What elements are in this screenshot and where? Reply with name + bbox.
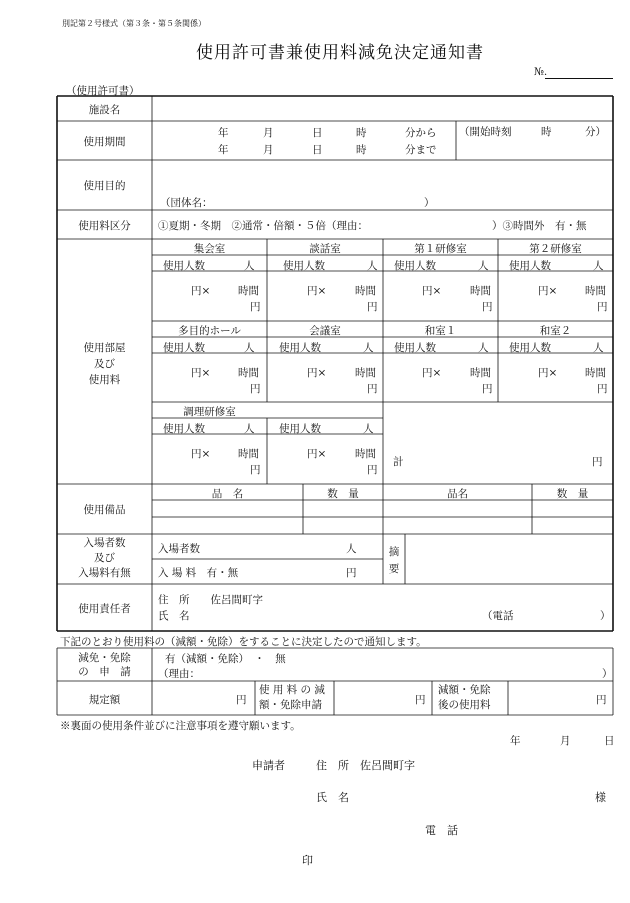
applied-reduction-label: 使 用 料 の 減 額・免除申請: [259, 684, 325, 711]
period-year-1: 年: [218, 127, 229, 139]
room-users-label: 使用人数: [279, 342, 321, 354]
room-users-label: 使用人数: [509, 342, 551, 354]
room-users-unit: 人: [363, 423, 374, 435]
room-users-unit: 人: [244, 342, 255, 354]
period-month-1: 月: [263, 127, 274, 139]
responsible-label: 使用責任者: [78, 603, 131, 615]
room-users-label: 使用人数: [283, 260, 325, 272]
period-year-2: 年: [218, 144, 229, 156]
room-fee-unit: 円: [250, 301, 261, 313]
room-fee-unit: 円: [250, 464, 261, 476]
room-hours-label: 時間: [238, 367, 259, 379]
room-fee-unit: 円: [367, 464, 378, 476]
purpose-label: 使用目的: [83, 180, 126, 192]
terms-note: ※裏面の使用条件並びに注意事項を遵守願います。: [60, 720, 301, 732]
room-training-2: 第２研修室: [529, 243, 582, 255]
responsible-phone-close: ）: [600, 610, 611, 622]
room-users-label: 使用人数: [279, 423, 321, 435]
room-japanese-2: 和室２: [539, 325, 572, 337]
visitors-label: 入場者数 及び 入場料有無: [78, 537, 131, 579]
period-label: 使用期間: [83, 136, 126, 148]
applicant-name: 氏 名: [316, 791, 349, 804]
group-name-close: ）: [424, 197, 435, 209]
room-rate-label: 円×: [191, 448, 211, 460]
room-users-unit: 人: [244, 260, 255, 272]
facility-label: 施設名: [88, 104, 121, 116]
equipment-item-header: 品 名: [211, 488, 244, 500]
document-title: 使用許可書兼使用料減免決定通知書: [196, 43, 484, 63]
room-users-unit: 人: [478, 342, 489, 354]
applicant-honorific: 様: [595, 791, 606, 804]
applicant-label: 申請者: [252, 759, 285, 772]
room-meeting: 会議室: [309, 325, 341, 337]
responsible-phone: （電話: [482, 610, 514, 622]
room-fee-unit: 円: [367, 301, 378, 313]
room-rate-label: 円×: [307, 367, 327, 379]
visitor-count-unit: 人: [346, 543, 357, 555]
period-month-2: 月: [263, 144, 274, 156]
admission-fee-unit: 円: [346, 567, 357, 579]
room-rate-label: 円×: [191, 367, 211, 379]
room-hours-label: 時間: [355, 285, 376, 297]
applicant-address: 住 所 佐呂間町字: [316, 759, 415, 772]
room-rate-label: 円×: [307, 285, 327, 297]
visitor-count-label: 入場者数: [158, 543, 200, 555]
room-fee-unit: 円: [597, 301, 608, 313]
start-time-hour: 時: [541, 126, 552, 138]
reduction-reason: （理由：: [158, 668, 200, 680]
room-hours-label: 時間: [238, 448, 259, 460]
room-fee-unit: 円: [250, 383, 261, 395]
equipment-item-header-2: 品名: [447, 488, 468, 500]
room-users-label: 使用人数: [163, 423, 205, 435]
standard-fee-unit: 円: [236, 694, 247, 706]
period-until: 分まで: [405, 144, 437, 156]
total-label: 計: [393, 456, 404, 468]
room-users-unit: 人: [593, 260, 604, 272]
room-fee-unit: 円: [482, 383, 493, 395]
facility-field[interactable]: [153, 97, 612, 120]
form-reference: 別記第２号様式（第３条・第５条関係）: [62, 19, 206, 28]
room-users-unit: 人: [244, 423, 255, 435]
room-rate-label: 円×: [422, 285, 442, 297]
equipment-qty-header: 数 量: [327, 488, 359, 500]
room-fee-unit: 円: [367, 383, 378, 395]
equipment-qty-header-2: 数 量: [556, 488, 589, 500]
room-hours-label: 時間: [238, 285, 259, 297]
room-training-1: 第１研修室: [414, 243, 467, 255]
admission-fee-label: 入 場 料 有・無: [158, 567, 239, 579]
permit-subtitle: （使用許可書）: [66, 85, 140, 97]
room-hours-label: 時間: [585, 367, 606, 379]
group-name-label: （団体名：: [160, 197, 213, 209]
room-users-label: 使用人数: [163, 260, 205, 272]
room-hours-label: 時間: [470, 285, 491, 297]
responsible-address: 住 所 佐呂間町字: [158, 594, 263, 606]
decision-notice: 下記のとおり使用料の（減額・免除）をすることに決定したので通知します。: [60, 636, 427, 648]
standard-fee-label: 規定額: [88, 694, 121, 706]
seal-label: 印: [302, 854, 313, 867]
total-unit: 円: [592, 456, 603, 468]
room-users-unit: 人: [367, 260, 378, 272]
reduction-request-label: 減免・免除 の 申 請: [78, 652, 131, 678]
room-users-label: 使用人数: [163, 342, 205, 354]
room-japanese-1: 和室１: [424, 325, 457, 337]
rooms-label: 使用部屋 及び 使用料: [83, 342, 126, 386]
fee-class-label: 使用料区分: [78, 220, 131, 232]
date-month: 月: [560, 735, 571, 747]
room-hours-label: 時間: [355, 448, 376, 460]
room-rate-label: 円×: [191, 285, 211, 297]
room-lounge: 談話室: [309, 243, 341, 255]
period-day-2: 日: [312, 144, 323, 156]
start-time-label: （開始時刻: [459, 126, 512, 138]
start-time-minute: 分）: [585, 126, 606, 138]
room-rate-label: 円×: [538, 285, 558, 297]
room-users-unit: 人: [478, 260, 489, 272]
applied-reduction-unit: 円: [415, 694, 426, 706]
responsible-name: 氏 名: [158, 610, 190, 622]
reduction-reason-close: ）: [602, 668, 613, 680]
remarks-label: 摘 要: [388, 546, 400, 575]
equipment-label: 使用備品: [83, 504, 126, 516]
date-year: 年: [510, 735, 521, 747]
room-users-label: 使用人数: [394, 342, 436, 354]
room-rate-label: 円×: [422, 367, 442, 379]
room-hours-label: 時間: [470, 367, 491, 379]
room-rate-label: 円×: [307, 448, 327, 460]
room-rate-label: 円×: [538, 367, 558, 379]
period-from: 分から: [405, 127, 437, 139]
room-users-label: 使用人数: [509, 260, 551, 272]
room-users-unit: 人: [363, 342, 374, 354]
room-fee-unit: 円: [482, 301, 493, 313]
fee-class-text: ①夏期・冬期 ②通常・倍額・５倍（理由：: [158, 220, 368, 232]
room-assembly: 集会室: [193, 243, 226, 255]
reduction-option: 有（減額・免除） ・ 無: [165, 653, 286, 665]
room-fee-unit: 円: [597, 383, 608, 395]
after-reduction-label: 減額・免除 後の使用料: [438, 684, 491, 711]
room-users-unit: 人: [593, 342, 604, 354]
room-users-label: 使用人数: [394, 260, 436, 272]
date-day: 日: [604, 735, 615, 747]
period-hour-1: 時: [356, 127, 367, 139]
room-hours-label: 時間: [585, 285, 606, 297]
room-cooking: 調理研修室: [183, 406, 236, 418]
period-day-1: 日: [312, 127, 323, 139]
number-label: №.: [534, 66, 548, 78]
period-hour-2: 時: [356, 144, 367, 156]
room-multipurpose: 多目的ホール: [178, 325, 241, 337]
room-hours-label: 時間: [355, 367, 376, 379]
applicant-phone: 電 話: [425, 824, 458, 837]
after-reduction-unit: 円: [596, 694, 607, 706]
fee-class-overtime: ）③時間外 有・無: [492, 220, 587, 232]
